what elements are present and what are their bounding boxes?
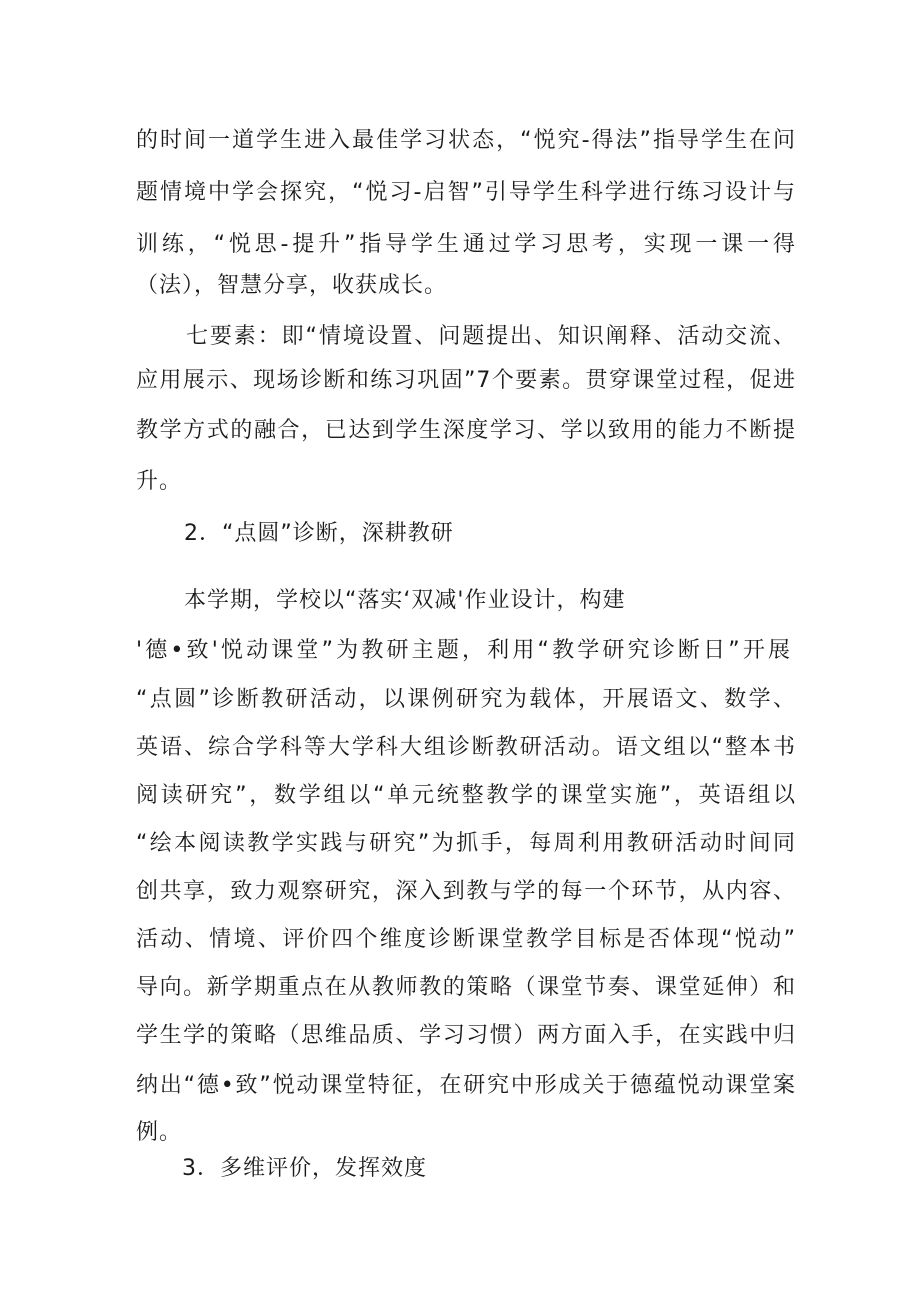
paragraph-line: “点圆”诊断教研活动，以课例研究为载体，开展语文、数学、: [136, 687, 796, 712]
paragraph-line: 学生学的策略（思维品质、学习习惯）两方面入手，在实践中归: [136, 1023, 796, 1048]
paragraph-line: '德•致'悦动课堂”为教研主题，利用“教学研究诊断日”开展: [136, 638, 791, 663]
paragraph-line: 例。: [136, 1120, 183, 1145]
paragraph-line: 创共享，致力观察研究，深入到教与学的每一个环节，从内容、: [136, 879, 796, 904]
paragraph-line: 升。: [136, 469, 183, 494]
paragraph-line: 的时间一道学生进入最佳学习状态，“悦究-得法”指导学生在问: [136, 128, 796, 153]
paragraph-line: 训练，“悦思-提升”指导学生通过学习思考，实现一课一得: [136, 232, 796, 257]
paragraph-line: 纳出“德•致”悦动课堂特征，在研究中形成关于德蕴悦动课堂案: [136, 1073, 796, 1098]
paragraph-line: 阅读研究”，数学组以“单元统整教学的课堂实施”，英语组以: [136, 783, 796, 808]
paragraph-line: 本学期，学校以“落实‘双减'作业设计，构建: [184, 588, 626, 613]
paragraph-line: 教学方式的融合，已达到学生深度学习、学以致用的能力不断提: [136, 418, 796, 443]
paragraph-line: 活动、情境、评价四个维度诊断课堂教学目标是否体现“悦动”: [136, 927, 796, 952]
paragraph-line: 应用展示、现场诊断和练习巩固”7个要素。贯穿课堂过程，促进: [136, 368, 796, 393]
paragraph-line: 导向。新学期重点在从教师教的策略（课堂节奏、课堂延伸）和: [136, 975, 796, 1000]
paragraph-line: （法），智慧分享，收获成长。: [136, 273, 448, 298]
paragraph-line: 题情境中学会探究，“悦习-启智”引导学生科学进行练习设计与: [136, 180, 796, 205]
paragraph-line: “绘本阅读教学实践与研究”为抓手，每周利用教研活动时间同: [136, 831, 796, 856]
paragraph-line: 英语、综合学科等大学科大组诊断教研活动。语文组以“整本书: [136, 735, 796, 760]
paragraph-line: 七要素：即“情境设置、问题提出、知识阐释、活动交流、: [186, 324, 796, 349]
section-heading: 2．“点圆”诊断，深耕教研: [184, 521, 454, 546]
section-heading: 3．多维评价，发挥效度: [182, 1156, 427, 1181]
